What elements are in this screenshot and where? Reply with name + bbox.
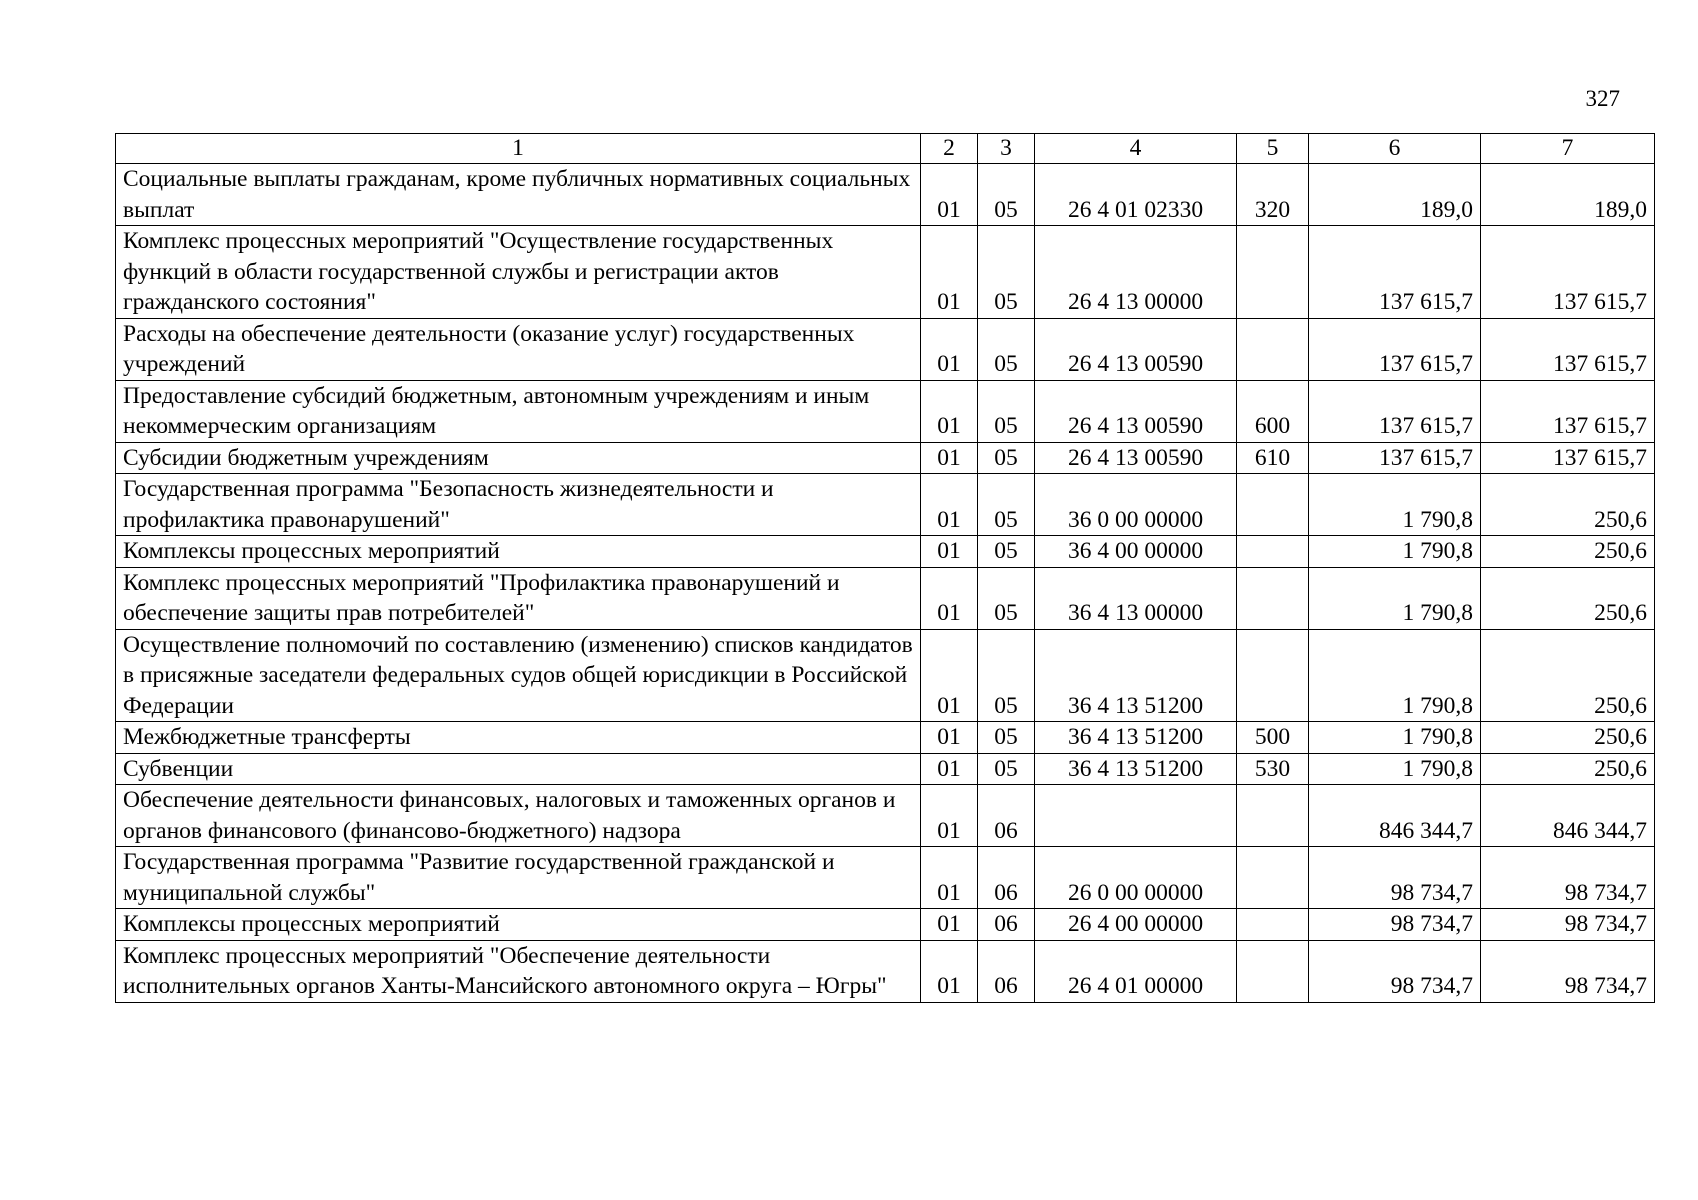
row-section-cell: 01	[921, 536, 978, 568]
row-name-cell: Комплексы процессных мероприятий	[116, 909, 921, 941]
table-row	[116, 722, 1655, 754]
row-section-cell: 01	[921, 164, 978, 226]
row-expense-type-cell: 600	[1237, 380, 1309, 442]
row-amount-cell: 189,0	[1309, 164, 1481, 226]
header-cell: 1	[116, 134, 921, 164]
table-row	[116, 847, 1655, 909]
row-expense-type-cell: 610	[1237, 442, 1309, 474]
row-amount-cell: 250,6	[1481, 567, 1655, 629]
row-subsection-cell: 05	[978, 442, 1035, 474]
row-target-code-cell: 26 4 13 00590	[1035, 380, 1237, 442]
row-amount-cell: 137 615,7	[1309, 380, 1481, 442]
row-amount-cell: 137 615,7	[1481, 318, 1655, 380]
row-amount-cell: 1 790,8	[1309, 567, 1481, 629]
row-amount-cell: 137 615,7	[1481, 380, 1655, 442]
row-amount-cell: 1 790,8	[1309, 629, 1481, 722]
row-subsection-cell: 06	[978, 785, 1035, 847]
row-expense-type-cell	[1237, 318, 1309, 380]
row-target-code-cell: 36 4 00 00000	[1035, 536, 1237, 568]
row-section-cell: 01	[921, 940, 978, 1002]
row-amount-cell: 846 344,7	[1309, 785, 1481, 847]
row-amount-cell: 98 734,7	[1481, 847, 1655, 909]
row-amount-cell: 137 615,7	[1309, 226, 1481, 319]
row-name-cell: Комплекс процессных мероприятий "Профилактика правонарушений и обеспечение защиты прав потребителей"	[116, 567, 921, 629]
row-expense-type-cell	[1237, 909, 1309, 941]
row-subsection-cell: 05	[978, 380, 1035, 442]
row-amount-cell: 98 734,7	[1481, 909, 1655, 941]
row-name-cell: Социальные выплаты гражданам, кроме публичных нормативных социальных выплат	[116, 164, 921, 226]
row-target-code-cell: 26 4 00 00000	[1035, 909, 1237, 941]
row-name-cell: Расходы на обеспечение деятельности (оказание услуг) государственных учреждений	[116, 318, 921, 380]
table-row	[116, 909, 1655, 941]
table-row	[116, 164, 1655, 226]
row-amount-cell: 98 734,7	[1481, 940, 1655, 1002]
row-target-code-cell: 26 0 00 00000	[1035, 847, 1237, 909]
table-row	[116, 785, 1655, 847]
row-name-cell: Субсидии бюджетным учреждениям	[116, 442, 921, 474]
row-amount-cell: 137 615,7	[1309, 318, 1481, 380]
row-name-cell: Государственная программа "Развитие государственной гражданской и муниципальной службы"	[116, 847, 921, 909]
row-amount-cell: 137 615,7	[1481, 226, 1655, 319]
row-subsection-cell: 06	[978, 940, 1035, 1002]
row-amount-cell: 250,6	[1481, 722, 1655, 754]
row-expense-type-cell	[1237, 629, 1309, 722]
row-target-code-cell: 36 4 13 51200	[1035, 753, 1237, 785]
row-target-code-cell: 26 4 01 00000	[1035, 940, 1237, 1002]
row-subsection-cell: 06	[978, 909, 1035, 941]
row-target-code-cell: 26 4 13 00590	[1035, 442, 1237, 474]
row-section-cell: 01	[921, 226, 978, 319]
row-subsection-cell: 05	[978, 536, 1035, 568]
header-cell: 5	[1237, 134, 1309, 164]
row-amount-cell: 98 734,7	[1309, 940, 1481, 1002]
row-subsection-cell: 05	[978, 474, 1035, 536]
table-row	[116, 567, 1655, 629]
row-subsection-cell: 05	[978, 164, 1035, 226]
row-subsection-cell: 05	[978, 318, 1035, 380]
row-section-cell: 01	[921, 722, 978, 754]
row-amount-cell: 98 734,7	[1309, 847, 1481, 909]
row-name-cell: Комплекс процессных мероприятий "Обеспечение деятельности исполнительных органов Ханты-Мансийского автономного округа – Югры"	[116, 940, 921, 1002]
row-expense-type-cell	[1237, 536, 1309, 568]
table-row	[116, 226, 1655, 319]
row-amount-cell: 137 615,7	[1481, 442, 1655, 474]
header-cell: 7	[1481, 134, 1655, 164]
table-row	[116, 318, 1655, 380]
table-row	[116, 940, 1655, 1002]
row-expense-type-cell	[1237, 785, 1309, 847]
row-amount-cell: 1 790,8	[1309, 753, 1481, 785]
row-amount-cell: 137 615,7	[1309, 442, 1481, 474]
row-section-cell: 01	[921, 318, 978, 380]
row-amount-cell: 250,6	[1481, 474, 1655, 536]
row-target-code-cell: 26 4 13 00000	[1035, 226, 1237, 319]
row-target-code-cell: 36 4 13 51200	[1035, 722, 1237, 754]
table-row	[116, 753, 1655, 785]
row-name-cell: Межбюджетные трансферты	[116, 722, 921, 754]
row-target-code-cell: 36 4 13 51200	[1035, 629, 1237, 722]
row-subsection-cell: 05	[978, 629, 1035, 722]
row-section-cell: 01	[921, 442, 978, 474]
row-subsection-cell: 05	[978, 722, 1035, 754]
row-target-code-cell: 26 4 01 02330	[1035, 164, 1237, 226]
page-number: 327	[1585, 86, 1620, 111]
row-amount-cell: 846 344,7	[1481, 785, 1655, 847]
row-section-cell: 01	[921, 847, 978, 909]
table-header-row	[116, 134, 1655, 164]
row-target-code-cell: 26 4 13 00590	[1035, 318, 1237, 380]
row-expense-type-cell	[1237, 940, 1309, 1002]
row-name-cell: Субвенции	[116, 753, 921, 785]
row-section-cell: 01	[921, 629, 978, 722]
row-subsection-cell: 05	[978, 226, 1035, 319]
table-row	[116, 474, 1655, 536]
row-amount-cell: 189,0	[1481, 164, 1655, 226]
header-cell: 4	[1035, 134, 1237, 164]
row-amount-cell: 250,6	[1481, 536, 1655, 568]
row-expense-type-cell	[1237, 567, 1309, 629]
row-expense-type-cell	[1237, 226, 1309, 319]
row-expense-type-cell	[1237, 847, 1309, 909]
row-expense-type-cell: 320	[1237, 164, 1309, 226]
row-name-cell: Осуществление полномочий по составлению (изменению) списков кандидатов в присяжные заседатели федеральных судов общей юрисдикции в Российской Федерации	[116, 629, 921, 722]
budget-table	[115, 133, 1655, 1003]
row-name-cell: Обеспечение деятельности финансовых, налоговых и таможенных органов и органов финансового (финансово-бюджетного) надзора	[116, 785, 921, 847]
row-expense-type-cell: 500	[1237, 722, 1309, 754]
row-expense-type-cell	[1237, 474, 1309, 536]
row-section-cell: 01	[921, 474, 978, 536]
row-amount-cell: 250,6	[1481, 753, 1655, 785]
row-section-cell: 01	[921, 567, 978, 629]
table-row	[116, 536, 1655, 568]
row-name-cell: Предоставление субсидий бюджетным, автономным учреждениям и иным некоммерческим организациям	[116, 380, 921, 442]
row-subsection-cell: 05	[978, 567, 1035, 629]
row-amount-cell: 98 734,7	[1309, 909, 1481, 941]
row-subsection-cell: 06	[978, 847, 1035, 909]
row-target-code-cell: 36 4 13 00000	[1035, 567, 1237, 629]
table-row	[116, 442, 1655, 474]
row-name-cell: Комплексы процессных мероприятий	[116, 536, 921, 568]
row-subsection-cell: 05	[978, 753, 1035, 785]
row-name-cell: Комплекс процессных мероприятий "Осуществление государственных функций в области государственной службы и регистрации актов гражданского состояния"	[116, 226, 921, 319]
header-cell: 2	[921, 134, 978, 164]
row-section-cell: 01	[921, 753, 978, 785]
row-amount-cell: 1 790,8	[1309, 474, 1481, 536]
row-amount-cell: 250,6	[1481, 629, 1655, 722]
row-name-cell: Государственная программа "Безопасность жизнедеятельности и профилактика правонарушений"	[116, 474, 921, 536]
table-row	[116, 629, 1655, 722]
row-section-cell: 01	[921, 909, 978, 941]
row-amount-cell: 1 790,8	[1309, 722, 1481, 754]
row-expense-type-cell: 530	[1237, 753, 1309, 785]
table-row	[116, 380, 1655, 442]
row-target-code-cell: 36 0 00 00000	[1035, 474, 1237, 536]
row-amount-cell: 1 790,8	[1309, 536, 1481, 568]
row-section-cell: 01	[921, 380, 978, 442]
header-cell: 6	[1309, 134, 1481, 164]
row-target-code-cell	[1035, 785, 1237, 847]
row-section-cell: 01	[921, 785, 978, 847]
header-cell: 3	[978, 134, 1035, 164]
